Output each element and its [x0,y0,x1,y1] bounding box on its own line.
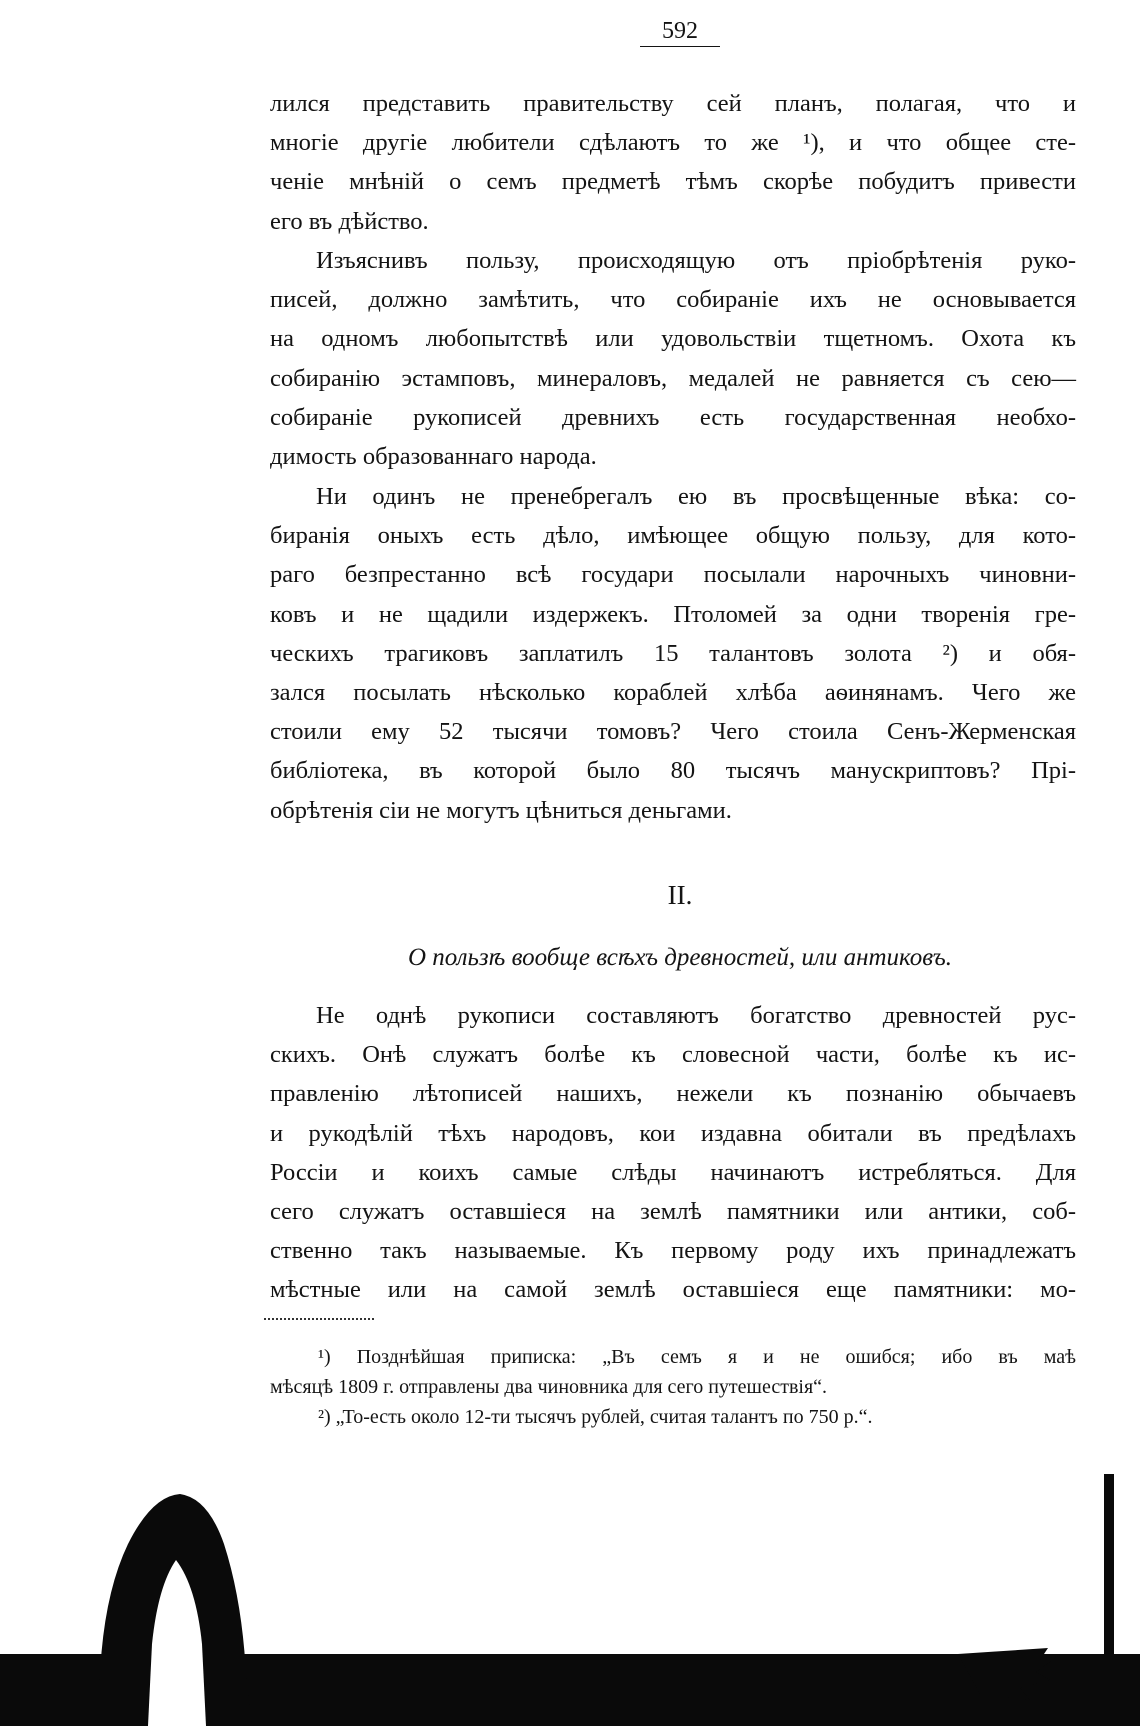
text-line: собиранію эстамповъ, минераловъ, медалей не равняется съ сею— [270,364,1076,392]
text-line: на одномъ любопытствѣ или удовольствіи тщетномъ. Охота къ [270,325,1076,353]
page-number: 592 [640,16,720,47]
footnote-line: мѣсяцѣ 1809 г. отправлены два чиновника для сего путешествія“. [270,1376,828,1398]
text-line: его въ дѣйство. [270,207,429,235]
text-line: правленію лѣтописей нашихъ, нежели къ познанію обычаевъ [270,1080,1076,1108]
scan-right-edge [1104,1474,1114,1726]
footnote-line: ¹) Позднѣйшая приписка: „Въ семъ я и не ошибся; ибо въ маѣ [318,1346,1076,1368]
text-line: Ни одинъ не пренебрегалъ ею въ просвѣщенные вѣка: со- [316,483,1076,510]
paragraph-1 [270,84,1076,241]
text-line: Не однѣ рукописи составляютъ богатство древностей рус- [316,1002,1076,1029]
text-line: многіе другіе любители сдѣлаютъ то же ¹), и что общее сте- [270,129,1076,157]
text-line: биранія оныхъ есть дѣло, имѣющее общую пользу, для кото- [270,522,1076,550]
scan-artifact-blot [0,1474,1140,1726]
text-line: мѣстные или на самой землѣ оставшіеся еще памятники: мо- [270,1276,1076,1304]
text-line: обрѣтенія сіи не могутъ цѣниться деньгами. [270,796,732,824]
section-title: О пользѣ вообще всѣхъ древностей, или антиковъ. [407,944,953,971]
scan-blob [95,1494,252,1726]
text-line: ственно такъ называемые. Къ первому роду ихъ принадлежатъ [270,1237,1076,1265]
text-line: собираніе рукописей древнихъ есть государственная необхо- [270,403,1076,431]
paragraph-2 [270,241,1076,476]
text-line: и рукодѣлій тѣхъ народовъ, кои издавна обитали въ предѣлахъ [270,1119,1076,1147]
text-line: раго безпрестанно всѣ государи посылали нарочныхъ чиновни- [270,561,1076,589]
paragraph-3 [270,477,1076,830]
text-line: Россіи и коихъ самые слѣды начинаютъ истребляться. Для [270,1158,1076,1186]
section-number: II. [667,880,693,910]
scan-bottom-band [0,1654,1140,1726]
footnote-line: ²) „То-есть около 12-ти тысячъ рублей, считая талантъ по 750 р.“. [318,1406,873,1428]
scan-noise [958,1648,1058,1700]
text-line: Изъяснивъ пользу, происходящую отъ пріобрѣтенія руко- [316,247,1076,274]
footnote-separator [264,1318,374,1320]
scan-blob-hollow [148,1560,206,1726]
text-line: сего служатъ оставшіеся на землѣ памятники или антики, соб- [270,1198,1076,1226]
text-line: димость образованнаго народа. [270,443,597,471]
text-line: писей, должно замѣтить, что собираніе ихъ не основывается [270,286,1076,314]
text-line: ческихъ трагиковъ заплатилъ 15 талантовъ золота ²) и обя- [270,639,1076,667]
paragraph-4 [270,996,1076,1310]
text-line: ковъ и не щадили издержекъ. Птоломей за одни творенія гре- [270,600,1076,628]
text-line: стоили ему 52 тысячи томовъ? Чего стоила Сенъ-Жерменская [270,718,1076,746]
text-line: скихъ. Онѣ служатъ болѣе къ словесной части, болѣе къ ис- [270,1041,1076,1069]
text-line: зался посылать нѣсколько кораблей хлѣба аѳинянамъ. Чего же [270,679,1076,707]
text-line: ченіе мнѣній о семъ предметѣ тѣмъ скорѣе побудитъ привести [270,168,1076,196]
footnotes [270,1342,1076,1432]
text-line: библіотека, въ которой было 80 тысячъ манускриптовъ? Прі- [270,757,1076,785]
text-line: лился представить правительству сей планъ, полагая, что и [270,90,1076,117]
